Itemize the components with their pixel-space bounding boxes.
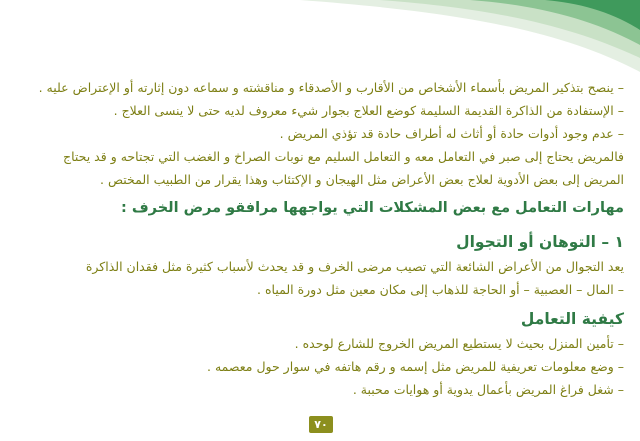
paragraph-sharp-tools: – عدم وجود أدوات حادة أو أثاث له أطراف حادة قد تؤذي المريض . xyxy=(279,126,624,141)
page-content xyxy=(12,78,624,403)
paragraph-old-memory: – الإستفادة من الذاكرة القديمة السليمة كوضع العلاج بجوار شيء معروف لديه حتى لا ينسى العلاج . xyxy=(113,103,624,118)
coping-item-id-bracelet: – وضع معلومات تعريفية للمريض مثل إسمه و رقم هاتفه في سوار حول معصمه . xyxy=(207,359,624,374)
coping-item-secure-home: – تأمين المنزل بحيث لا يستطيع المريض الخروج للشارع لوحده . xyxy=(294,336,624,351)
coping-item-hobbies: – شغل فراغ المريض بأعمال يدوية أو هوايات محببة . xyxy=(352,382,624,397)
wandering-paragraph-line2: – المال – العصبية – أو الحاجة للذهاب إلى مكان معين مثل دورة المياه . xyxy=(257,282,624,297)
wandering-paragraph-line1: يعد التجوال من الأعراض الشائعة التي تصيب مرضى الخرف و قد يحدث لأسباب كثيرة مثل فقدان الذاكرة xyxy=(85,259,624,274)
wandering-title: ١ – التوهان أو التجوال xyxy=(456,233,624,251)
paragraph-patience-line1: فالمريض يحتاج إلى صبر في التعامل معه و التعامل السليم مع نوبات الصراخ و الغضب التي تجتاحه و قد يحتاج xyxy=(63,149,624,164)
coping-title: كيفية التعامل xyxy=(520,310,624,328)
page-number: ٧٠ xyxy=(309,416,333,433)
paragraph-reminding-names: – ينصح بتذكير المريض بأسماء الأشخاص من الأقارب و الأصدقاء و مناقشته و سماعه دون إثارته أو الإعتراض عليه . xyxy=(38,80,624,95)
skills-heading: مهارات التعامل مع بعض المشكلات التي يواجهها مرافقو مرض الخرف : xyxy=(120,200,624,216)
paragraph-patience-line2: المريض إلى بعض الأدوية لعلاج بعض الأعراض مثل الهيجان و الإكتئاب وهذا يقرار من الطبيب المختص . xyxy=(100,172,624,187)
